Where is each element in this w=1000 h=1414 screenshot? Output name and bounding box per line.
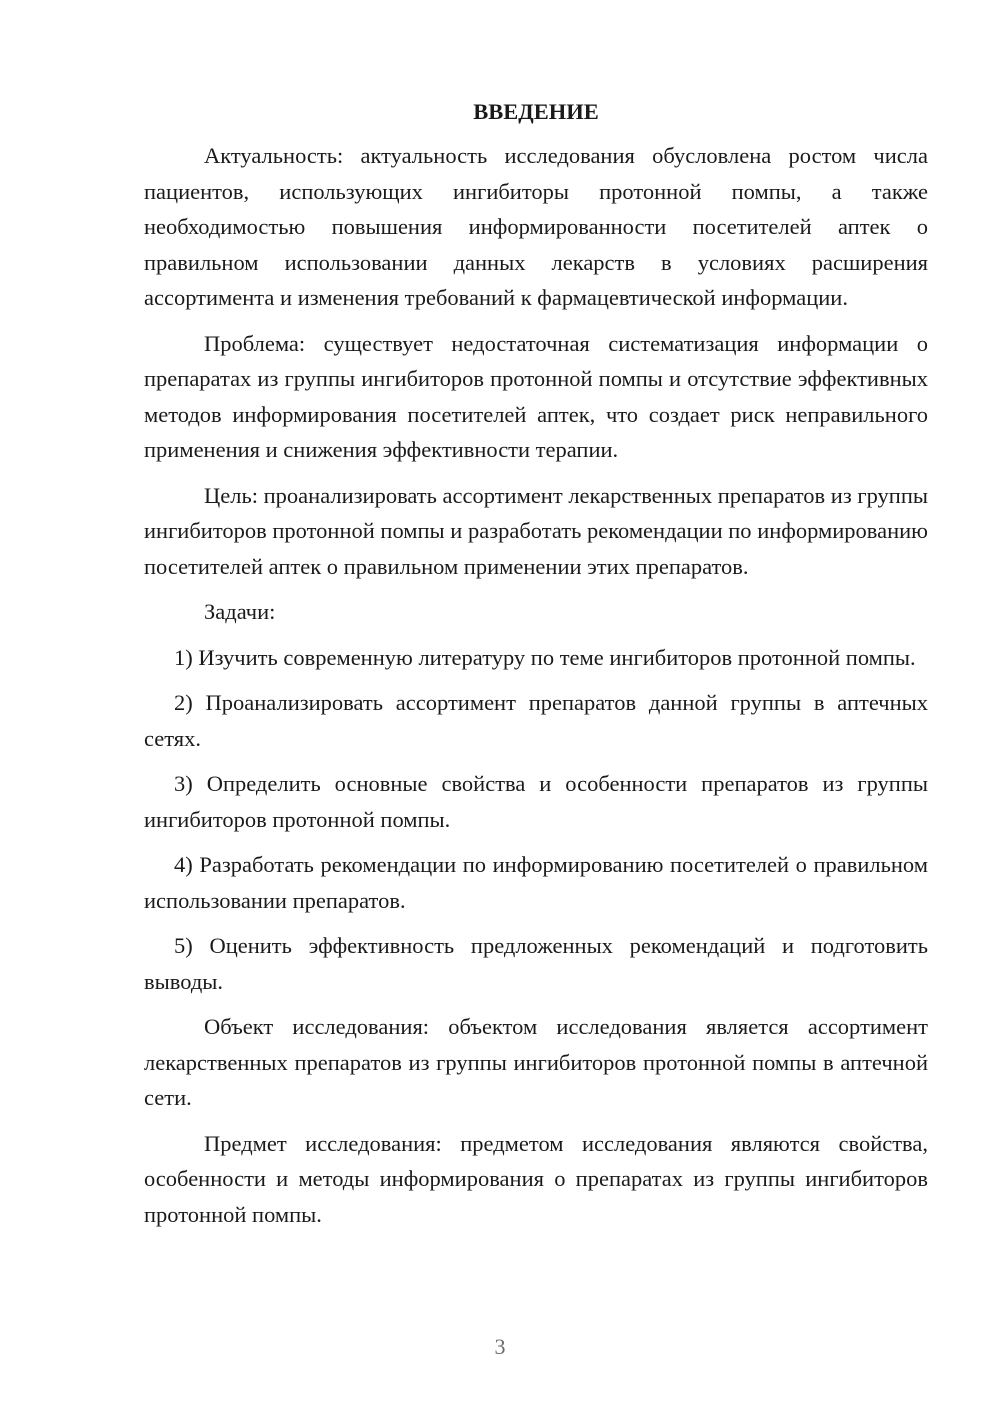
- problem-paragraph: Проблема: существует недостаточная систематизация информации о препаратах из группы ингибиторов протонной помпы и отсутствие эффективных методов информирования посетителей аптек, что создает риск неправильного применения и снижения эффективности терапии.: [144, 330, 928, 462]
- goal-paragraph: Цель: проанализировать ассортимент лекарственных препаратов из группы ингибиторов протонной помпы и разработать рекомендации по информированию посетителей аптек о правильном применении этих препаратов.: [144, 482, 928, 579]
- subject-paragraph: Предмет исследования: предметом исследования являются свойства, особенности и методы информирования о препаратах из группы ингибиторов протонной помпы.: [144, 1130, 928, 1227]
- relevance-paragraph: Актуальность: актуальность исследования обусловлена ростом числа пациентов, использующих ингибиторы протонной помпы, а также необходимостью повышения информированности посетителей аптек о правильном использовании данных лекарств в условиях расширения ассортимента и изменения требований к фармацевтической информации.: [144, 143, 928, 310]
- task-item-5: 5) Оценить эффективность предложенных рекомендаций и подготовить выводы.: [144, 933, 928, 994]
- object-paragraph: Объект исследования: объектом исследования является ассортимент лекарственных препаратов из группы ингибиторов протонной помпы в аптечной сети.: [144, 1014, 928, 1110]
- page-content: [144, 96, 928, 1242]
- task-item-3: 3) Определить основные свойства и особенности препаратов из группы ингибиторов протонной помпы.: [144, 771, 928, 832]
- task-item-1: 1) Изучить современную литературу по теме ингибиторов протонной помпы.: [174, 644, 916, 670]
- section-heading: ВВЕДЕНИЕ: [473, 99, 599, 124]
- page-number: 3: [494, 1334, 506, 1359]
- tasks-heading: Задачи:: [204, 599, 276, 624]
- task-item-4: 4) Разработать рекомендации по информированию посетителей о правильном использовании препаратов.: [144, 852, 928, 913]
- task-item-2: 2) Проанализировать ассортимент препаратов данной группы в аптечных сетях.: [144, 690, 928, 751]
